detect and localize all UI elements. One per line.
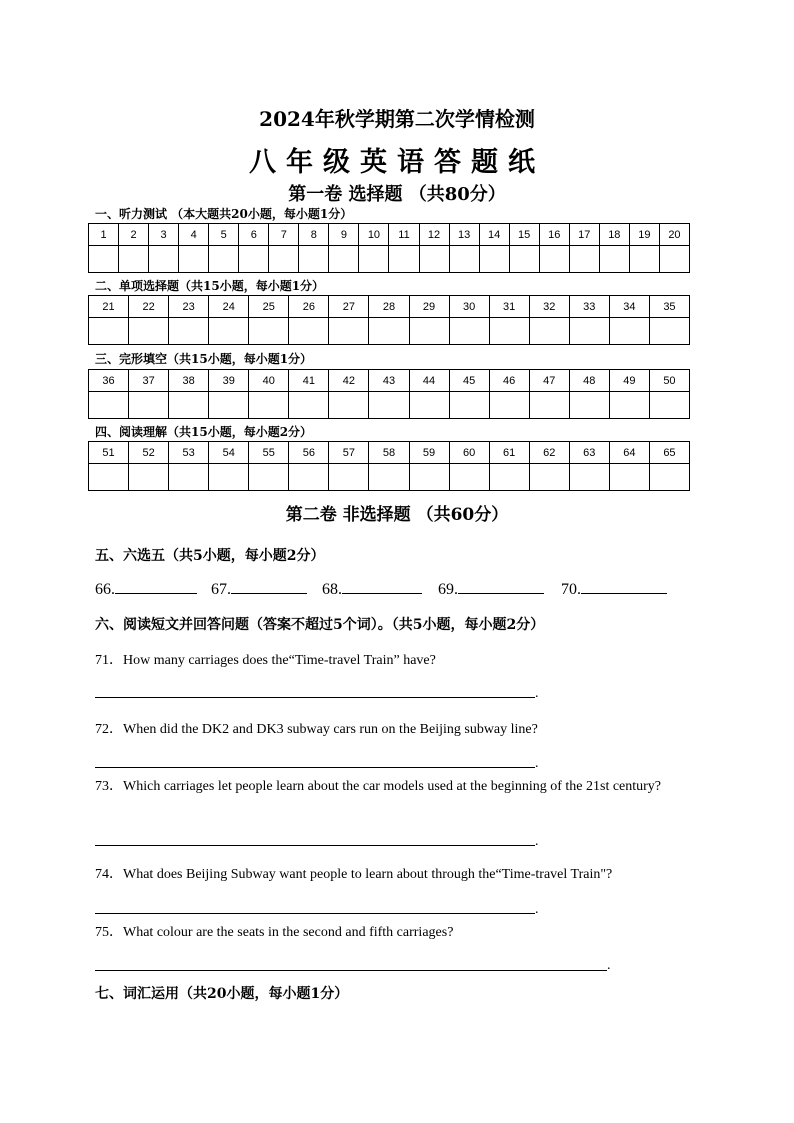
question-number-cell: 10 bbox=[359, 224, 389, 246]
answer-cell[interactable] bbox=[609, 318, 649, 345]
answer-cell[interactable] bbox=[659, 246, 689, 273]
answer-line-72-end: . bbox=[535, 756, 539, 771]
question-number-cell: 56 bbox=[289, 442, 329, 464]
answer-cell[interactable] bbox=[609, 392, 649, 419]
question-number-cell: 36 bbox=[89, 370, 129, 392]
question-number-cell: 44 bbox=[409, 370, 449, 392]
answer-cell[interactable] bbox=[569, 392, 609, 419]
question-number-cell: 24 bbox=[209, 296, 249, 318]
question-number-cell: 58 bbox=[369, 442, 409, 464]
question-number-cell: 40 bbox=[249, 370, 289, 392]
answer-cell[interactable] bbox=[649, 318, 689, 345]
question-number-cell: 2 bbox=[119, 224, 149, 246]
question-number-cell: 33 bbox=[569, 296, 609, 318]
question-number-cell: 15 bbox=[509, 224, 539, 246]
blank-68[interactable]: 68. bbox=[322, 579, 422, 599]
answer-cell[interactable] bbox=[89, 318, 129, 345]
blank-67[interactable]: 67. bbox=[211, 579, 307, 599]
question-74: 74．What does Beijing Subway want people to learn about through the“Time-travel Train"? bbox=[95, 867, 613, 882]
answer-cell[interactable] bbox=[649, 392, 689, 419]
answer-cell[interactable] bbox=[529, 464, 569, 491]
answer-cell[interactable] bbox=[209, 318, 249, 345]
question-73: 73．Which carriages let people learn about the car models used at the beginning of the 21st century? bbox=[95, 779, 662, 794]
answer-cell[interactable] bbox=[569, 318, 609, 345]
answer-cell[interactable] bbox=[529, 392, 569, 419]
question-number-cell: 32 bbox=[529, 296, 569, 318]
blank-70[interactable]: 70. bbox=[561, 579, 667, 599]
question-number-cell: 64 bbox=[609, 442, 649, 464]
answer-cell[interactable] bbox=[209, 464, 249, 491]
question-number-cell: 57 bbox=[329, 442, 369, 464]
section3-title: 三、完形填空（共15小题，每小题1分） bbox=[95, 352, 313, 366]
answer-cell[interactable] bbox=[369, 464, 409, 491]
answer-cell[interactable] bbox=[569, 464, 609, 491]
question-number-cell: 20 bbox=[659, 224, 689, 246]
question-number-cell: 6 bbox=[239, 224, 269, 246]
part2-title: 第二卷 非选择题 （共60分） bbox=[285, 505, 509, 525]
answer-cell[interactable] bbox=[289, 392, 329, 419]
question-number-cell: 22 bbox=[129, 296, 169, 318]
answer-cell[interactable] bbox=[329, 392, 369, 419]
section7-title: 七、词汇运用（共20小题，每小题1分） bbox=[95, 986, 349, 1002]
question-number-cell: 55 bbox=[249, 442, 289, 464]
answer-cell[interactable] bbox=[249, 318, 289, 345]
exam-title: 2024年秋学期第二次学情检测 bbox=[259, 107, 535, 131]
question-number-cell: 1 bbox=[89, 224, 119, 246]
question-number-cell: 59 bbox=[409, 442, 449, 464]
answer-sheet-title: 八年级英语答题纸 bbox=[249, 147, 545, 178]
question-number-cell: 4 bbox=[179, 224, 209, 246]
question-number-cell: 8 bbox=[299, 224, 329, 246]
answer-cell[interactable] bbox=[529, 318, 569, 345]
question-number-cell: 14 bbox=[479, 224, 509, 246]
question-number-cell: 12 bbox=[419, 224, 449, 246]
question-number-cell: 5 bbox=[209, 224, 239, 246]
answer-cell[interactable] bbox=[609, 464, 649, 491]
question-number-cell: 7 bbox=[269, 224, 299, 246]
answer-line-74-end: . bbox=[535, 902, 539, 917]
answer-cell[interactable] bbox=[359, 246, 389, 273]
answer-line-71-end: . bbox=[535, 686, 539, 701]
part1-title: 第一卷 选择题 （共80分） bbox=[288, 184, 506, 205]
section1-title: 一、听力测试 （本大题共20小题，每小题1分） bbox=[95, 207, 353, 221]
answer-cell[interactable] bbox=[569, 246, 599, 273]
question-number-cell: 17 bbox=[569, 224, 599, 246]
answer-cell[interactable] bbox=[389, 246, 419, 273]
question-number-cell: 13 bbox=[449, 224, 479, 246]
question-number-cell: 60 bbox=[449, 442, 489, 464]
blank-69[interactable]: 69. bbox=[438, 579, 544, 599]
answer-cell[interactable] bbox=[129, 318, 169, 345]
question-number-cell: 34 bbox=[609, 296, 649, 318]
question-number-cell: 3 bbox=[149, 224, 179, 246]
answer-cell[interactable] bbox=[269, 246, 299, 273]
question-number-cell: 53 bbox=[169, 442, 209, 464]
answer-cell[interactable] bbox=[539, 246, 569, 273]
answer-cell[interactable] bbox=[169, 318, 209, 345]
answer-cell[interactable] bbox=[249, 464, 289, 491]
question-number-cell: 42 bbox=[329, 370, 369, 392]
answer-cell[interactable] bbox=[89, 392, 129, 419]
question-number-cell: 48 bbox=[569, 370, 609, 392]
question-number-cell: 23 bbox=[169, 296, 209, 318]
answer-cell[interactable] bbox=[449, 464, 489, 491]
section5-title: 五、六选五（共5小题，每小题2分） bbox=[95, 548, 325, 564]
question-number-cell: 18 bbox=[599, 224, 629, 246]
question-number-cell: 27 bbox=[329, 296, 369, 318]
answer-cell[interactable] bbox=[169, 464, 209, 491]
question-number-cell: 30 bbox=[449, 296, 489, 318]
answer-cell[interactable] bbox=[649, 464, 689, 491]
answer-cell[interactable] bbox=[449, 318, 489, 345]
answer-cell[interactable] bbox=[419, 246, 449, 273]
answer-line-72[interactable] bbox=[95, 767, 535, 768]
section6-title: 六、阅读短文并回答问题（答案不超过5个词）。（共5小题，每小题2分） bbox=[95, 617, 545, 633]
section2-answer-grid bbox=[88, 295, 690, 345]
answer-cell[interactable] bbox=[329, 246, 359, 273]
answer-cell[interactable] bbox=[179, 246, 209, 273]
answer-cell[interactable] bbox=[409, 392, 449, 419]
section3-answer-grid bbox=[88, 369, 690, 419]
question-number-cell: 26 bbox=[289, 296, 329, 318]
question-number-cell: 62 bbox=[529, 442, 569, 464]
question-number-cell: 54 bbox=[209, 442, 249, 464]
answer-cell[interactable] bbox=[169, 392, 209, 419]
answer-cell[interactable] bbox=[119, 246, 149, 273]
answer-cell[interactable] bbox=[489, 464, 529, 491]
answer-cell[interactable] bbox=[149, 246, 179, 273]
answer-cell[interactable] bbox=[409, 318, 449, 345]
question-number-cell: 63 bbox=[569, 442, 609, 464]
answer-cell[interactable] bbox=[289, 318, 329, 345]
answer-cell[interactable] bbox=[449, 246, 479, 273]
answer-cell[interactable] bbox=[489, 318, 529, 345]
question-75: 75．What colour are the seats in the second and fifth carriages? bbox=[95, 925, 454, 940]
question-number-cell: 52 bbox=[129, 442, 169, 464]
answer-cell[interactable] bbox=[89, 464, 129, 491]
question-number-cell: 35 bbox=[649, 296, 689, 318]
question-number-cell: 11 bbox=[389, 224, 419, 246]
question-number-cell: 21 bbox=[89, 296, 129, 318]
question-number-cell: 45 bbox=[449, 370, 489, 392]
answer-cell[interactable] bbox=[329, 464, 369, 491]
answer-cell[interactable] bbox=[209, 392, 249, 419]
answer-cell[interactable] bbox=[239, 246, 269, 273]
question-number-cell: 25 bbox=[249, 296, 289, 318]
section4-title: 四、阅读理解（共15小题，每小题2分） bbox=[95, 425, 313, 439]
question-number-cell: 28 bbox=[369, 296, 409, 318]
question-71: 71．How many carriages does the“Time-travel Train” have? bbox=[95, 653, 436, 668]
question-number-cell: 31 bbox=[489, 296, 529, 318]
answer-cell[interactable] bbox=[369, 318, 409, 345]
answer-line-73[interactable] bbox=[95, 845, 535, 846]
answer-cell[interactable] bbox=[449, 392, 489, 419]
answer-cell[interactable] bbox=[289, 464, 329, 491]
question-number-cell: 16 bbox=[539, 224, 569, 246]
question-number-cell: 43 bbox=[369, 370, 409, 392]
question-number-cell: 51 bbox=[89, 442, 129, 464]
question-72: 72．When did the DK2 and DK3 subway cars run on the Beijing subway line? bbox=[95, 722, 538, 737]
question-number-cell: 46 bbox=[489, 370, 529, 392]
question-number-cell: 9 bbox=[329, 224, 359, 246]
answer-cell[interactable] bbox=[129, 464, 169, 491]
question-number-cell: 19 bbox=[629, 224, 659, 246]
answer-line-75[interactable] bbox=[95, 970, 607, 971]
answer-cell[interactable] bbox=[89, 246, 119, 273]
question-number-cell: 61 bbox=[489, 442, 529, 464]
blank-66[interactable]: 66. bbox=[95, 579, 197, 599]
answer-cell[interactable] bbox=[629, 246, 659, 273]
answer-cell[interactable] bbox=[479, 246, 509, 273]
answer-line-73-end: . bbox=[535, 834, 539, 849]
answer-cell[interactable] bbox=[409, 464, 449, 491]
question-number-cell: 29 bbox=[409, 296, 449, 318]
answer-cell[interactable] bbox=[209, 246, 239, 273]
answer-line-71[interactable] bbox=[95, 697, 535, 698]
answer-cell[interactable] bbox=[329, 318, 369, 345]
question-number-cell: 50 bbox=[649, 370, 689, 392]
question-number-cell: 41 bbox=[289, 370, 329, 392]
answer-cell[interactable] bbox=[129, 392, 169, 419]
answer-cell[interactable] bbox=[509, 246, 539, 273]
question-number-cell: 39 bbox=[209, 370, 249, 392]
question-number-cell: 49 bbox=[609, 370, 649, 392]
answer-cell[interactable] bbox=[299, 246, 329, 273]
section4-answer-grid bbox=[88, 441, 690, 491]
answer-cell[interactable] bbox=[369, 392, 409, 419]
question-number-cell: 38 bbox=[169, 370, 209, 392]
question-number-cell: 37 bbox=[129, 370, 169, 392]
answer-line-74[interactable] bbox=[95, 913, 535, 914]
section1-answer-grid bbox=[88, 223, 690, 273]
question-number-cell: 47 bbox=[529, 370, 569, 392]
section2-title: 二、单项选择题（共15小题，每小题1分） bbox=[95, 279, 325, 293]
answer-line-75-end: . bbox=[607, 958, 611, 973]
answer-cell[interactable] bbox=[489, 392, 529, 419]
answer-cell[interactable] bbox=[249, 392, 289, 419]
question-number-cell: 65 bbox=[649, 442, 689, 464]
answer-cell[interactable] bbox=[599, 246, 629, 273]
